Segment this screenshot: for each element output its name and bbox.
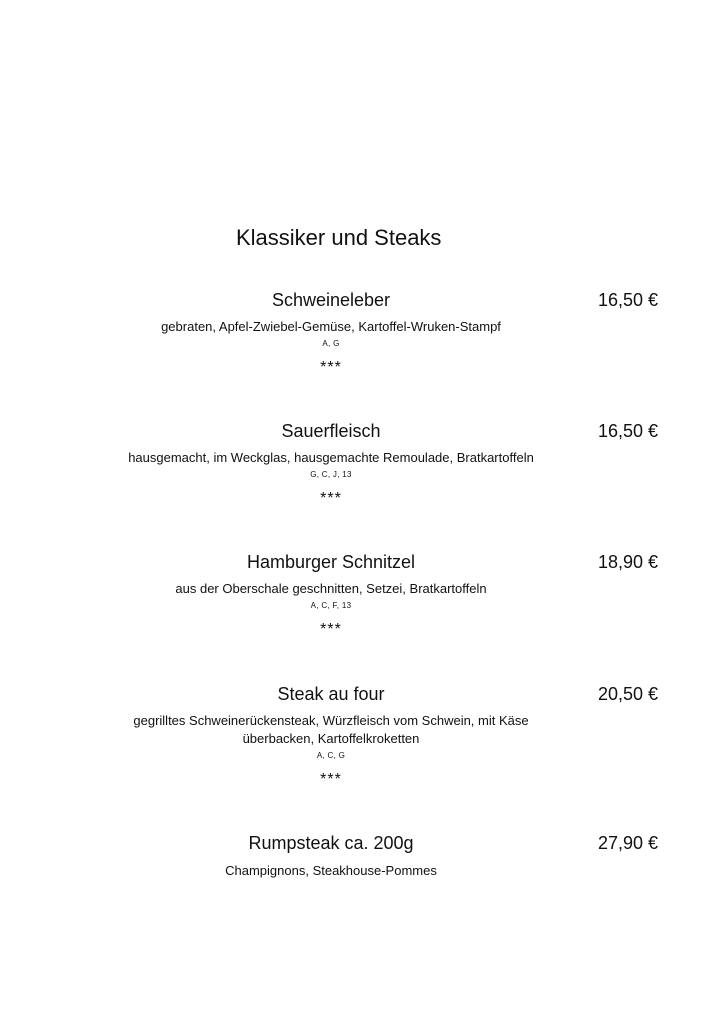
separator: *** — [320, 359, 342, 376]
dish-name: Hamburger Schnitzel — [246, 552, 416, 572]
dish-price: 27,90 € — [597, 833, 658, 853]
dish-description: hausgemacht, im Weckglas, hausgemachte Remoulade, Bratkartoffeln — [128, 450, 534, 465]
dish-price: 20,50 € — [597, 684, 658, 704]
dish-name: Steak au four — [277, 684, 385, 704]
dish-allergens: G, C, J, 13 — [310, 470, 352, 479]
dish-allergens: A, C, G — [316, 751, 346, 760]
dish-allergens: A, G — [322, 339, 340, 348]
dish-price: 16,50 € — [597, 421, 658, 441]
dish-name: Schweineleber — [271, 290, 391, 310]
dish-price: 16,50 € — [597, 290, 658, 310]
dish-description: Champignons, Steakhouse-Pommes — [225, 863, 437, 878]
dish-allergens: A, C, F, 13 — [310, 601, 352, 610]
dish-price: 18,90 € — [597, 552, 658, 572]
dish-description: gegrilltes Schweinerückensteak, Würzfleisch vom Schwein, mit Käse überbacken, Kartoffelkroketten — [133, 713, 529, 746]
dish-name: Rumpsteak ca. 200g — [248, 833, 414, 853]
page-title: Klassiker und Steaks — [236, 225, 442, 250]
dish-description: aus der Oberschale geschnitten, Setzei, Bratkartoffeln — [175, 581, 487, 596]
dish-description: gebraten, Apfel-Zwiebel-Gemüse, Kartoffel-Wruken-Stampf — [161, 319, 501, 334]
dish-name: Sauerfleisch — [281, 421, 381, 441]
separator: *** — [320, 621, 342, 638]
separator: *** — [320, 490, 342, 507]
separator: *** — [320, 771, 342, 788]
